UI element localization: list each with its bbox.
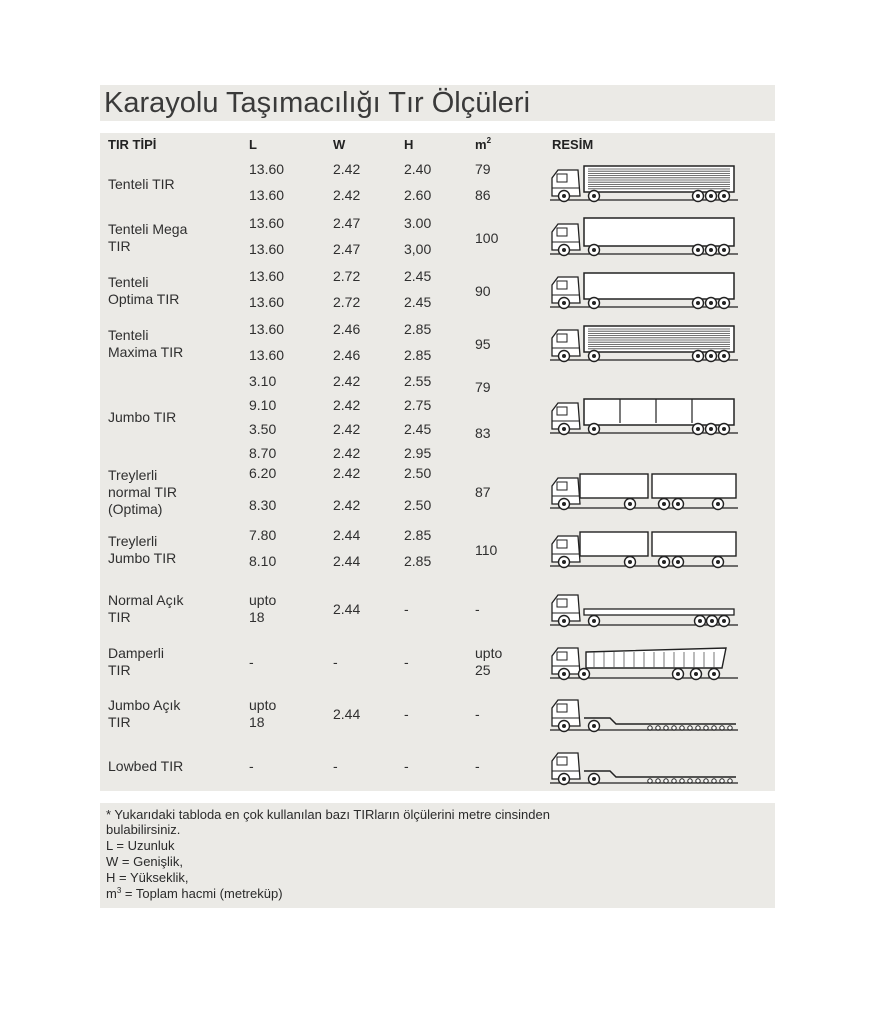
cell-l: 13.60 xyxy=(249,187,285,203)
cell-type: Maxima TIR xyxy=(108,344,184,360)
legend-length: L = Uzunluk xyxy=(106,838,175,853)
cell-type: (Optima) xyxy=(108,501,163,517)
optima-truck-icon xyxy=(550,269,740,313)
cell-h: 2.45 xyxy=(404,421,432,437)
cell-l: 13.60 xyxy=(249,268,285,284)
legend-volume-exponent: 3 xyxy=(116,886,122,895)
cell-h: - xyxy=(404,706,409,722)
cell-h: - xyxy=(404,654,409,670)
cell-l: 8.70 xyxy=(249,445,277,461)
cell-l: 13.60 xyxy=(249,347,285,363)
cell-w: 2.46 xyxy=(333,321,361,337)
cell-l: - xyxy=(249,758,254,774)
cell-l: 18 xyxy=(249,609,265,625)
cell-w: 2.44 xyxy=(333,553,361,569)
cell-l: 13.60 xyxy=(249,321,285,337)
cell-type: Treylerli xyxy=(108,467,158,483)
page-title: Karayolu Taşımacılığı Tır Ölçüleri xyxy=(104,87,531,119)
cell-w: - xyxy=(333,758,338,774)
cell-type: Damperli xyxy=(108,645,165,661)
trailer-jumbo-truck-icon xyxy=(550,528,740,572)
cell-l: 13.60 xyxy=(249,294,285,310)
cell-w: 2.72 xyxy=(333,294,361,310)
header-volume-exponent: 2 xyxy=(486,136,492,145)
header-image: RESİM xyxy=(552,137,594,152)
cell-l: 13.60 xyxy=(249,215,285,231)
cell-w: 2.47 xyxy=(333,241,361,257)
cell-w: 2.44 xyxy=(333,706,361,722)
cell-h: 2.95 xyxy=(404,445,432,461)
curtain-truck-icon xyxy=(550,162,740,206)
cell-m: 95 xyxy=(475,336,491,352)
header-width: W xyxy=(333,137,346,152)
cell-h: 2.50 xyxy=(404,465,432,481)
cell-type: Normal Açık xyxy=(108,592,184,608)
cell-m: 79 xyxy=(475,161,491,177)
footnote-line: * Yukarıdaki tabloda en çok kullanılan bazı TIRların ölçülerini metre cinsinden xyxy=(106,807,550,822)
cell-w: 2.44 xyxy=(333,601,361,617)
cell-w: 2.42 xyxy=(333,161,361,177)
truck-dimensions-table xyxy=(100,133,775,791)
cell-m: - xyxy=(475,601,480,617)
cell-h: 3,00 xyxy=(404,241,432,257)
header-length: L xyxy=(249,137,257,152)
cell-m: - xyxy=(475,758,480,774)
cell-w: 2.42 xyxy=(333,187,361,203)
cell-w: 2.42 xyxy=(333,421,361,437)
cell-m: 79 xyxy=(475,379,491,395)
cell-w: 2.47 xyxy=(333,215,361,231)
cell-type: normal TIR xyxy=(108,484,177,500)
dump-truck-icon xyxy=(550,640,740,684)
cell-h: - xyxy=(404,601,409,617)
flatbed-truck-icon xyxy=(550,587,740,631)
cell-type: Optima TIR xyxy=(108,291,180,307)
cell-m: upto xyxy=(475,645,503,661)
legend-width: W = Genişlik, xyxy=(106,854,183,869)
cell-l: upto xyxy=(249,592,277,608)
cell-l: - xyxy=(249,654,254,670)
footnote-line: bulabilirsiniz. xyxy=(106,822,181,837)
cell-w: 2.72 xyxy=(333,268,361,284)
cell-l: 3.50 xyxy=(249,421,277,437)
cell-type: Tenteli xyxy=(108,327,149,343)
cell-h: 2.45 xyxy=(404,268,432,284)
cell-h: 2.50 xyxy=(404,497,432,513)
cell-l: 7.80 xyxy=(249,527,277,543)
cell-h: 2.85 xyxy=(404,321,432,337)
cell-type: Lowbed TIR xyxy=(108,758,184,774)
cell-w: 2.44 xyxy=(333,527,361,543)
cell-m: 100 xyxy=(475,230,499,246)
cell-w: 2.46 xyxy=(333,347,361,363)
cell-h: 2.85 xyxy=(404,527,432,543)
title-banner xyxy=(100,85,775,121)
jumbo-truck-icon xyxy=(550,395,740,439)
cell-type: Tenteli xyxy=(108,274,149,290)
cell-type: TIR xyxy=(108,714,131,730)
cell-type: Jumbo Açık xyxy=(108,697,181,713)
cell-type: Tenteli TIR xyxy=(108,176,175,192)
cell-m: 110 xyxy=(475,542,498,558)
lowbed-truck-icon xyxy=(550,745,740,789)
legend-volume xyxy=(106,886,283,903)
legend-volume-text: = Toplam hacmi (metreküp) xyxy=(121,886,283,901)
cell-h: 2.40 xyxy=(404,161,432,177)
cell-type: TIR xyxy=(108,609,131,625)
cell-m: 83 xyxy=(475,425,491,441)
cell-l: 8.10 xyxy=(249,553,277,569)
header-type: TIR TİPİ xyxy=(108,137,157,152)
cell-type: Jumbo TIR xyxy=(108,550,177,566)
cell-h: 2.45 xyxy=(404,294,432,310)
cell-h: 3.00 xyxy=(404,215,432,231)
cell-l: 8.30 xyxy=(249,497,277,513)
cell-h: 2.85 xyxy=(404,347,432,363)
cell-m: 90 xyxy=(475,283,491,299)
cell-l: 3.10 xyxy=(249,373,277,389)
cell-w: 2.42 xyxy=(333,465,361,481)
footnote-box xyxy=(100,803,775,908)
open-jumbo-truck-icon xyxy=(550,692,740,736)
cell-w: - xyxy=(333,654,338,670)
cell-type: Jumbo TIR xyxy=(108,409,177,425)
cell-l: 13.60 xyxy=(249,241,285,257)
cell-h: 2.60 xyxy=(404,187,432,203)
cell-w: 2.42 xyxy=(333,445,361,461)
cell-m: - xyxy=(475,706,480,722)
maxima-truck-icon xyxy=(550,322,740,366)
cell-m: 25 xyxy=(475,662,491,678)
cell-m: 87 xyxy=(475,484,491,500)
header-volume xyxy=(475,137,491,152)
cell-type: TIR xyxy=(108,662,131,678)
cell-w: 2.42 xyxy=(333,373,361,389)
cell-l: upto xyxy=(249,697,277,713)
legend-volume-symbol: m xyxy=(106,886,117,901)
cell-l: 6.20 xyxy=(249,465,277,481)
cell-w: 2.42 xyxy=(333,397,361,413)
cell-type: TIR xyxy=(108,238,131,254)
cell-h: 2.75 xyxy=(404,397,432,413)
cell-h: - xyxy=(404,758,409,774)
cell-type: Tenteli Mega xyxy=(108,221,188,237)
cell-m: 86 xyxy=(475,187,491,203)
legend-height: H = Yükseklik, xyxy=(106,870,189,885)
cell-h: 2.85 xyxy=(404,553,432,569)
mega-truck-icon xyxy=(550,216,740,260)
trailer-truck-icon xyxy=(550,470,740,514)
cell-l: 13.60 xyxy=(249,161,285,177)
cell-l: 18 xyxy=(249,714,265,730)
cell-w: 2.42 xyxy=(333,497,361,513)
cell-l: 9.10 xyxy=(249,397,277,413)
cell-h: 2.55 xyxy=(404,373,432,389)
header-height: H xyxy=(404,137,414,152)
header-volume-label: m xyxy=(475,137,487,152)
cell-type: Treylerli xyxy=(108,533,158,549)
